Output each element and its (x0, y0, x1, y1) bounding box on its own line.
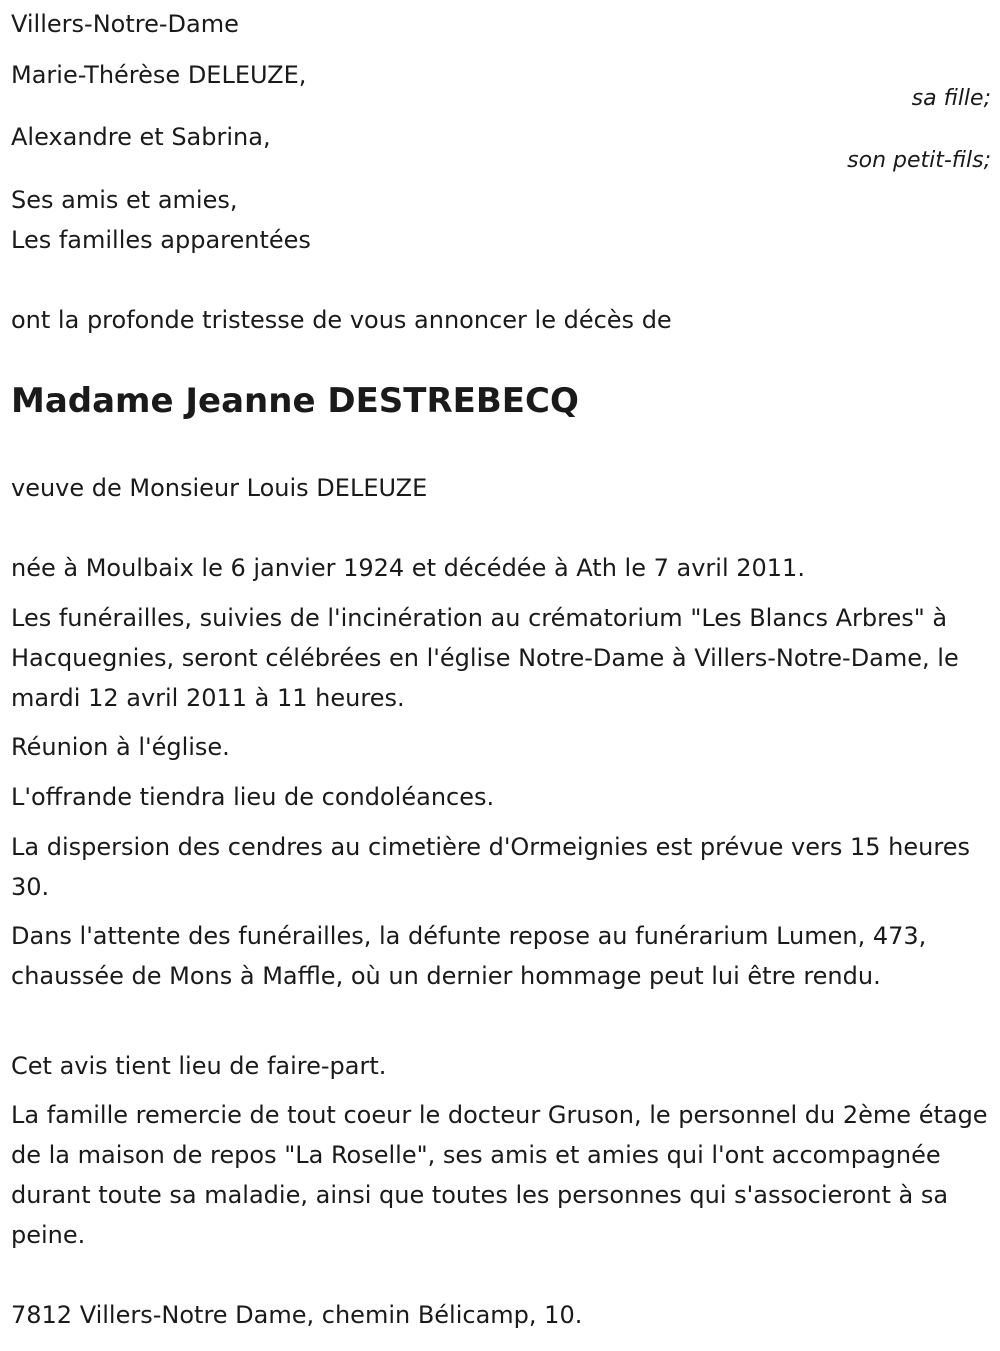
funeral-paragraph: Les funérailles, suivies de l'incinération au crématorium "Les Blancs Arbres" à Hacquegnies, seront célébrées en l'église Notre-Dame à Villers-Notre-Dame, le mardi 12 avril 2011 à 11 heures. (11, 604, 959, 712)
funerarium-paragraph: Dans l'attente des funérailles, la défunte repose au funérarium Lumen, 473, chaussée de Mons à Maffle, où un dernier hommage peut lui être rendu. (11, 922, 927, 990)
others-line-2: Les familles apparentées (11, 226, 311, 254)
family-member-name-1: Marie-Thérèse DELEUZE, (11, 61, 307, 89)
thanks-paragraph: La famille remercie de tout coeur le docteur Gruson, le personnel du 2ème étage de la maison de repos "La Roselle", ses amis et amies qui l'ont accompagnée durant toute sa maladie, ainsi que toutes les personnes qui s'associeront à sa peine. (11, 1101, 988, 1249)
notice-paragraph: Cet avis tient lieu de faire-part. (11, 1052, 387, 1080)
location-header: Villers-Notre-Dame (11, 10, 239, 38)
family-member-relation-2: son petit-fils; (847, 148, 991, 173)
widow-of-text: veuve de Monsieur Louis DELEUZE (11, 474, 428, 502)
deceased-name: Madame Jeanne DESTREBECQ (11, 381, 579, 421)
offering-paragraph: L'offrande tiendra lieu de condoléances. (11, 783, 495, 811)
meeting-paragraph: Réunion à l'église. (11, 733, 230, 761)
announcement-text: ont la profonde tristesse de vous annoncer le décès de (11, 306, 672, 334)
ashes-paragraph: La dispersion des cendres au cimetière d'Ormeignies est prévue vers 15 heures 30. (11, 833, 970, 901)
family-member-relation-1: sa fille; (911, 86, 991, 111)
family-member-name-2: Alexandre et Sabrina, (11, 123, 271, 151)
birth-death-text: née à Moulbaix le 6 janvier 1924 et décédée à Ath le 7 avril 2011. (11, 554, 805, 582)
address-text: 7812 Villers-Notre Dame, chemin Bélicamp, 10. (11, 1301, 583, 1329)
others-line-1: Ses amis et amies, (11, 186, 238, 214)
